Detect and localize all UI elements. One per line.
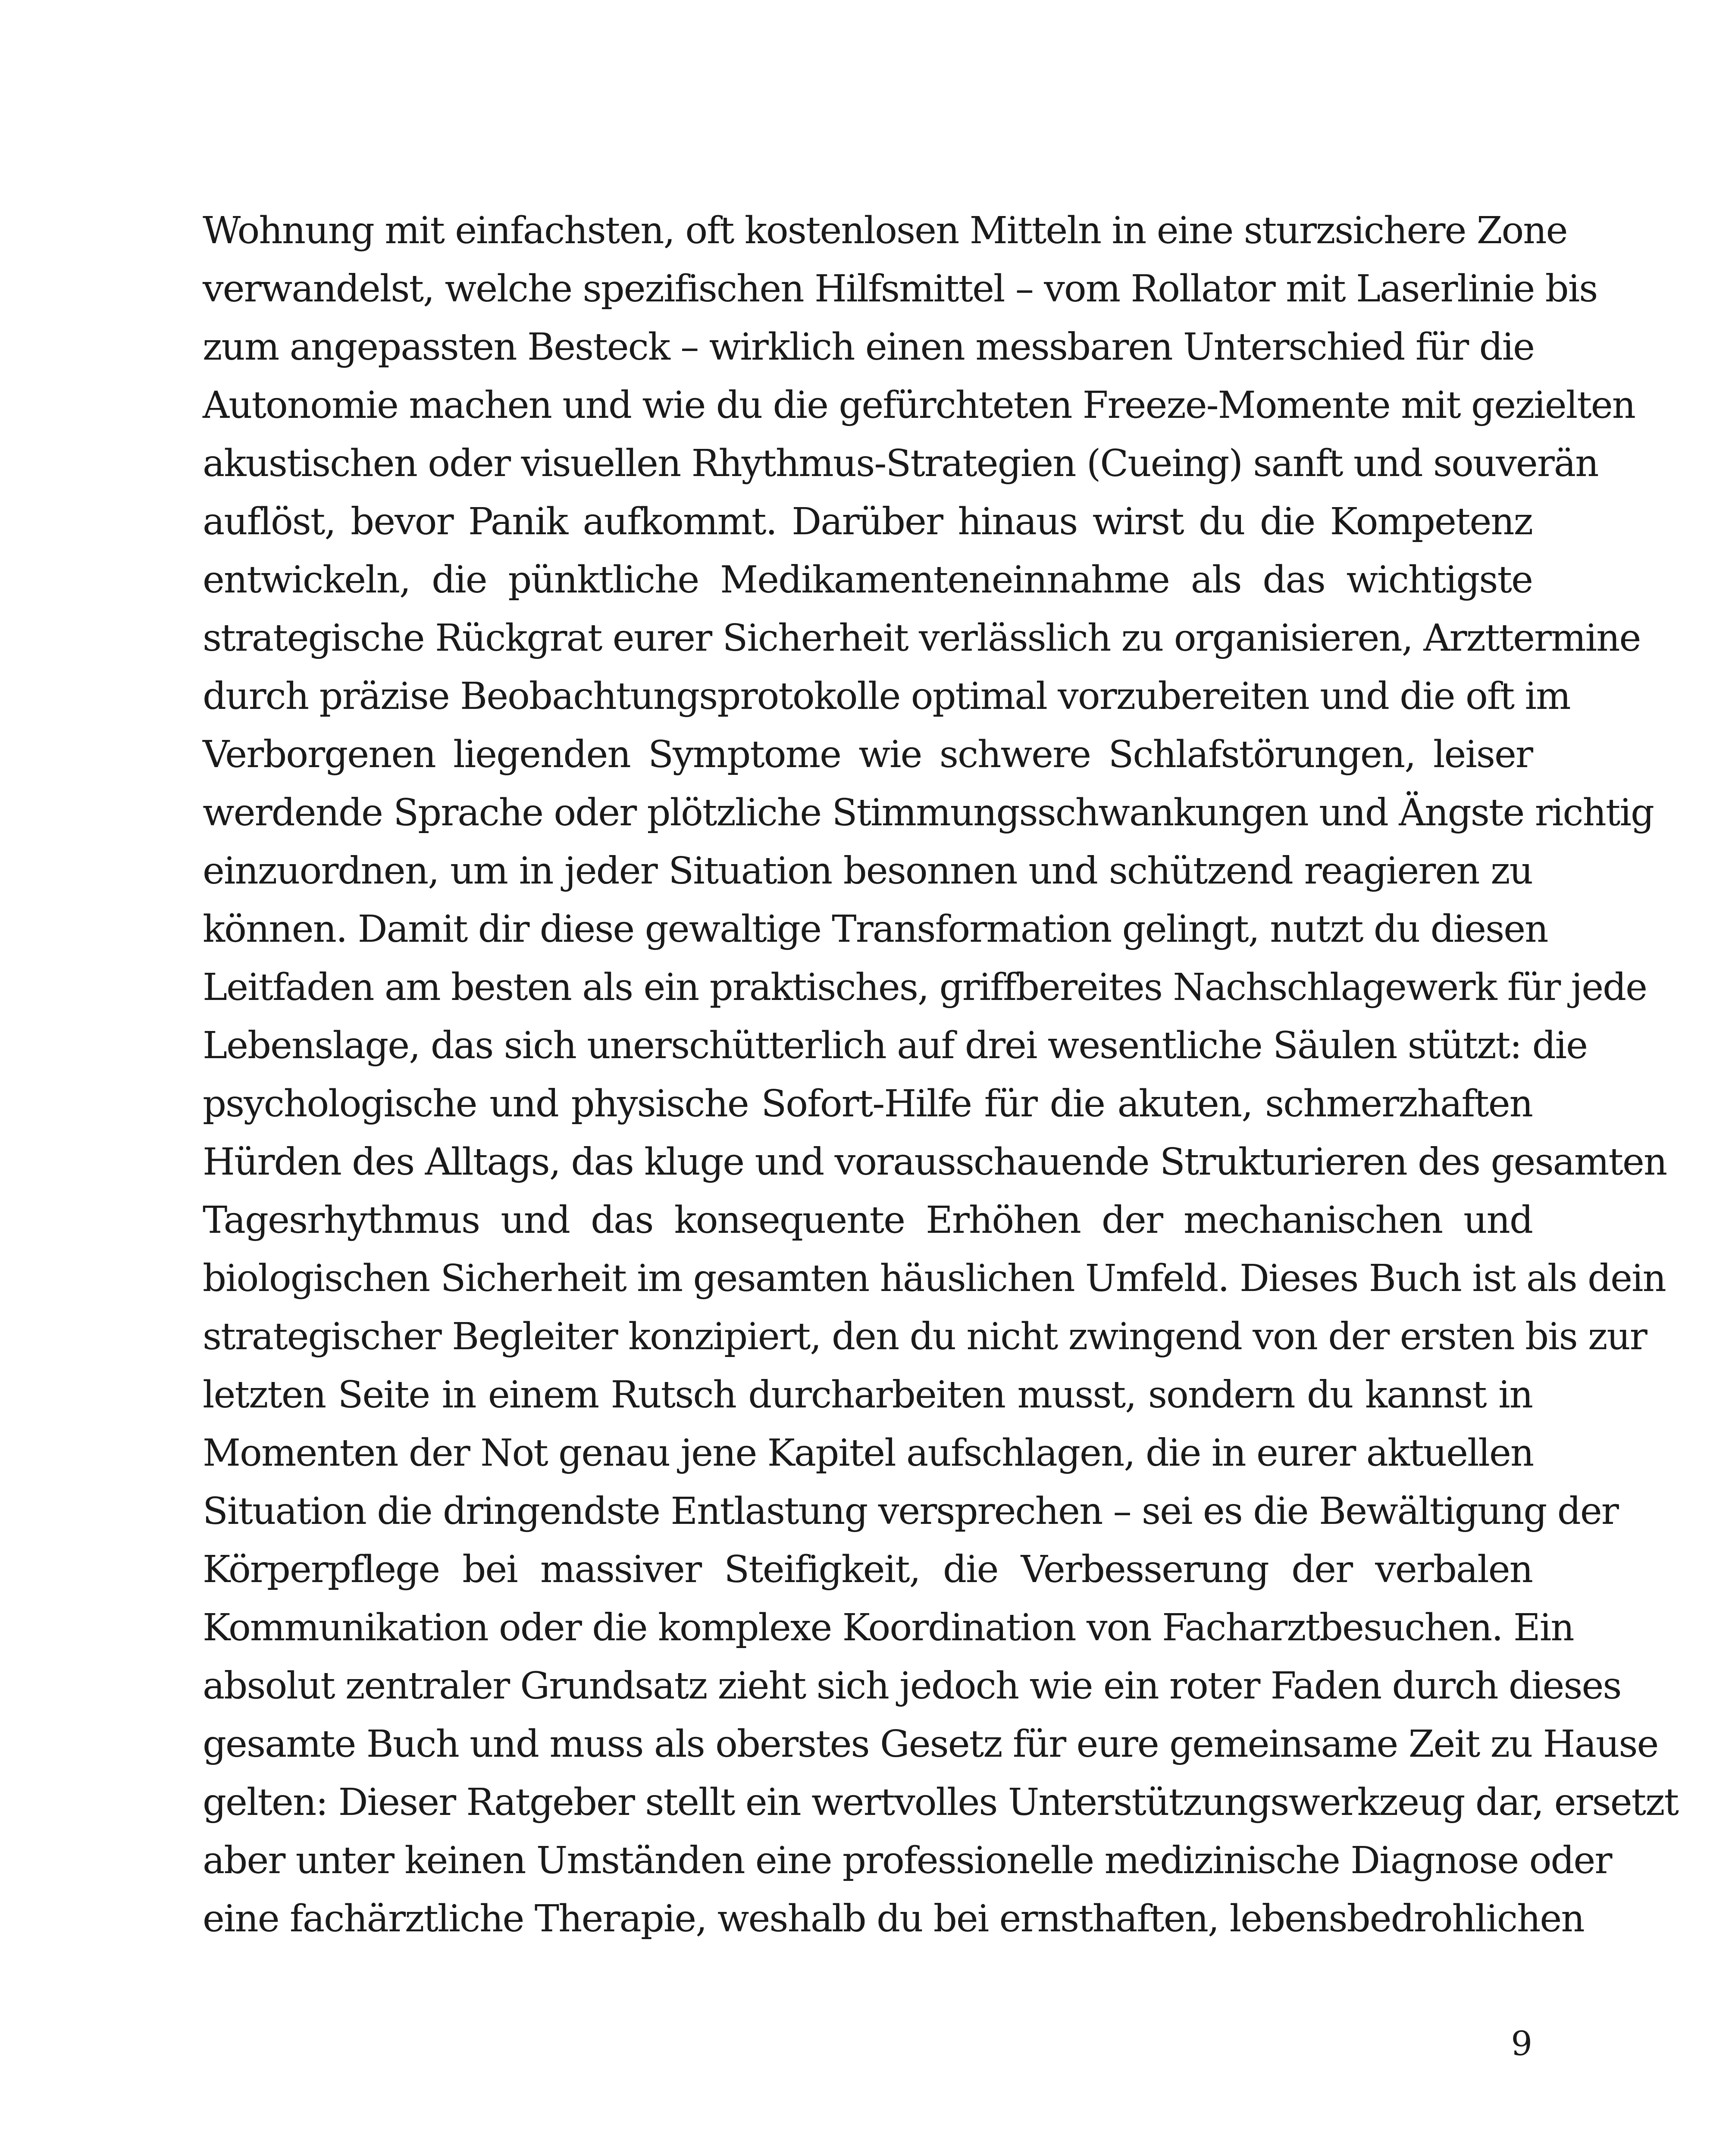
text-line: Wohnung mit einfachsten, oft kostenlosen Mitteln in eine sturzsichere Zone [203, 209, 1567, 252]
text-line: strategische Rückgrat eurer Sicherheit verlässlich zu organisieren, Arzttermine [203, 617, 1641, 660]
text-line: akustischen oder visuellen Rhythmus-Strategien (Cueing) sanft und souverän [203, 442, 1598, 485]
text-line: absolut zentraler Grundsatz zieht sich jedoch wie ein roter Faden durch dieses [203, 1664, 1621, 1708]
text-line: werdende Sprache oder plötzliche Stimmungsschwankungen und Ängste richtig [203, 791, 1654, 834]
text-line: durch präzise Beobachtungsprotokolle optimal vorzubereiten und die oft im [203, 675, 1570, 718]
text-line: auflöst, bevor Panik aufkommt. Darüber hinaus wirst du die Kompetenz [203, 500, 1532, 543]
text-line: Leitfaden am besten als ein praktisches, griffbereites Nachschlagewerk für jede [203, 966, 1647, 1009]
text-line: Momenten der Not genau jene Kapitel aufschlagen, die in eurer aktuellen [203, 1432, 1534, 1475]
text-line: psychologische und physische Sofort-Hilfe für die akuten, schmerzhaften [203, 1082, 1532, 1125]
text-line: letzten Seite in einem Rutsch durcharbeiten musst, sondern du kannst in [203, 1373, 1532, 1416]
text-line: strategischer Begleiter konzipiert, den du nicht zwingend von der ersten bis zur [203, 1315, 1647, 1358]
text-line: biologischen Sicherheit im gesamten häuslichen Umfeld. Dieses Buch ist als dein [203, 1257, 1666, 1300]
text-line: gelten: Dieser Ratgeber stellt ein wertvolles Unterstützungswerkzeug dar, ersetzt [203, 1781, 1679, 1824]
text-line: zum angepassten Besteck – wirklich einen messbaren Unterschied für die [203, 326, 1535, 369]
text-line: entwickeln, die pünktliche Medikamenteneinnahme als das wichtigste [203, 558, 1532, 602]
text-line: Hürden des Alltags, das kluge und vorausschauende Strukturieren des gesamten [203, 1141, 1667, 1184]
text-line: eine fachärztliche Therapie, weshalb du bei ernsthaften, lebensbedrohlichen [203, 1897, 1584, 1940]
text-line: Autonomie machen und wie du die gefürchteten Freeze-Momente mit gezielten [203, 384, 1635, 427]
text-line: verwandelst, welche spezifischen Hilfsmittel – vom Rollator mit Laserlinie bis [203, 267, 1597, 310]
text-line: Tagesrhythmus und das konsequente Erhöhen der mechanischen und [203, 1199, 1532, 1242]
text-line: aber unter keinen Umständen eine professionelle medizinische Diagnose oder [203, 1839, 1612, 1882]
text-line: Kommunikation oder die komplexe Koordination von Facharztbesuchen. Ein [203, 1606, 1574, 1649]
text-line: Körperpflege bei massiver Steifigkeit, die Verbesserung der verbalen [203, 1548, 1532, 1591]
text-line: Verborgenen liegenden Symptome wie schwere Schlafstörungen, leiser [203, 733, 1532, 776]
page-number: 9 [1511, 2024, 1532, 2063]
text-line: einzuordnen, um in jeder Situation besonnen und schützend reagieren zu [203, 849, 1532, 893]
text-line: Situation die dringendste Entlastung versprechen – sei es die Bewältigung der [203, 1490, 1618, 1533]
body-text [203, 202, 1679, 1948]
text-line: gesamte Buch und muss als oberstes Gesetz für eure gemeinsame Zeit zu Hause [203, 1723, 1658, 1766]
text-line: können. Damit dir diese gewaltige Transformation gelingt, nutzt du diesen [203, 908, 1548, 951]
text-line: Lebenslage, das sich unerschütterlich auf drei wesentliche Säulen stützt: die [203, 1024, 1588, 1067]
